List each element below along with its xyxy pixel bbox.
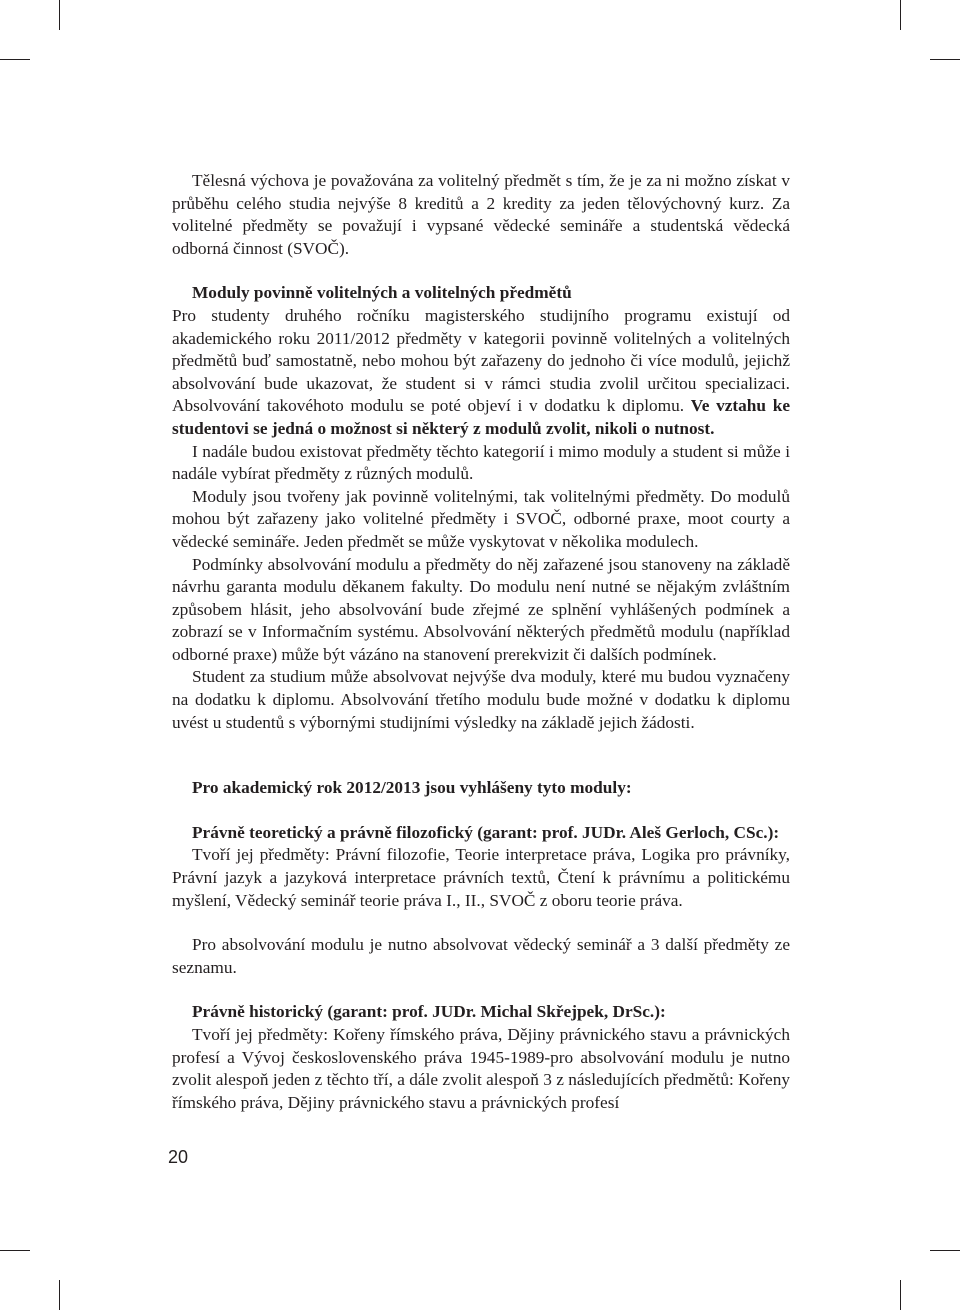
crop-mark xyxy=(59,1280,60,1310)
paragraph-modules-intro-bold: Ve vztahu ke studentovi se jedná o možnost si některý z modulů zvolit, nikoli o nutnost. xyxy=(172,396,790,438)
paragraph-modules-intro xyxy=(172,305,790,441)
heading-modules: Moduly povinně volitelných a volitelných předmětů xyxy=(192,283,572,303)
heading-announced-modules: Pro akademický rok 2012/2013 jsou vyhlášeny tyto moduly: xyxy=(192,778,632,798)
crop-mark xyxy=(930,1250,960,1251)
paragraph-other-subjects: I nadále budou existovat předměty těchto kategorií i mimo moduly a student si může i nadále vybírat předměty z různých modulů. xyxy=(172,441,790,484)
paragraph-module-composition: Moduly jsou tvořeny jak povinně volitelnými, tak volitelnými předměty. Do modulů mohou být zařazeny jako volitelné předměty i SVOČ, odborné praxe, moot courty a vědecké semináře. Jeden předmět se může vyskytovat v několika modulech. xyxy=(172,486,790,551)
crop-mark xyxy=(0,1250,30,1251)
paragraph-module-history-subjects: Tvoří jej předměty: Kořeny římského práva, Dějiny právnického stavu a právnických profesí a Vývoj československého práva 1945-1989-pro absolvování modulu je nutno zvolit alespoň jeden z těchto tří, a dále zvolit alespoň 3 z následujících předmětů: Kořeny římského práva, Dějiny právnického stavu a právnických profesí xyxy=(172,1025,790,1112)
crop-mark xyxy=(0,59,30,60)
paragraph-modules-intro-text: Pro studenty druhého ročníku magisterského studijního programu existují od akademického roku 2011/2012 předměty v kategorii povinně volitelných a volitelných předmětů buď samostatně, nebo mohou být zařazeny do jednoho či více modulů, jejichž absolvování bude ukazovat, že student si v rámci studia zvolil určitou specializaci. Absolvování takovéhoto modulu se poté objeví i v dodatku k diplomu. xyxy=(172,305,790,416)
paragraph-physical-education: Tělesná výchova je považována za volitelný předmět s tím, že je za ni možno získat v průběhu celého studia nejvýše 8 kreditů a 2 kredity za jeden tělovýchovný kurz. Za volitelné předměty se považují i vypsané vědecké semináře a studentská vědecká odborná činnost (SVOČ). xyxy=(172,171,790,258)
page-number: 20 xyxy=(168,1147,189,1167)
paragraph-module-theory-subjects: Tvoří jej předměty: Právní filozofie, Teorie interpretace práva, Logika pro právníky, Právní jazyk a jazyková interpretace právních textů, Čtení k právnímu a politickému myšlení, Vědecký seminář teorie práva I., II., SVOČ z oboru teorie práva. xyxy=(172,845,790,910)
crop-mark xyxy=(900,0,901,30)
paragraph-module-theory-requirement: Pro absolvování modulu je nutno absolvovat vědecký seminář a 3 další předměty ze seznamu. xyxy=(172,935,790,977)
page-text xyxy=(172,170,790,1114)
crop-mark xyxy=(930,59,960,60)
paragraph-module-conditions: Podmínky absolvování modulu a předměty do něj zařazené jsou stanoveny na základě návrhu garanta modulu děkanem fakulty. Do modulu není nutné se nějakým zvláštním způsobem hlásit, jeho absolvování bude zřejmé ze splnění vyhlášených podmínek a zobrazí se v Informačním systému. Absolvování některých předmětů modulu (například odborné praxe) může být vázáno na stanovení prerekvizit či dalších podmínek. xyxy=(172,554,790,664)
heading-module-history: Právně historický (garant: prof. JUDr. Michal Skřejpek, DrSc.): xyxy=(192,1002,666,1022)
crop-mark xyxy=(900,1280,901,1310)
crop-mark xyxy=(59,0,60,30)
heading-module-theory: Právně teoretický a právně filozofický (garant: prof. JUDr. Aleš Gerloch, CSc.): xyxy=(192,822,780,842)
paragraph-module-limit: Student za studium může absolvovat nejvýše dva moduly, které mu budou vyznačeny na dodatku k diplomu. Absolvování třetího modulu bude možné v dodatku k diplomu uvést u studentů s výbornými studijními výsledky na základě jejich žádosti. xyxy=(172,667,790,732)
